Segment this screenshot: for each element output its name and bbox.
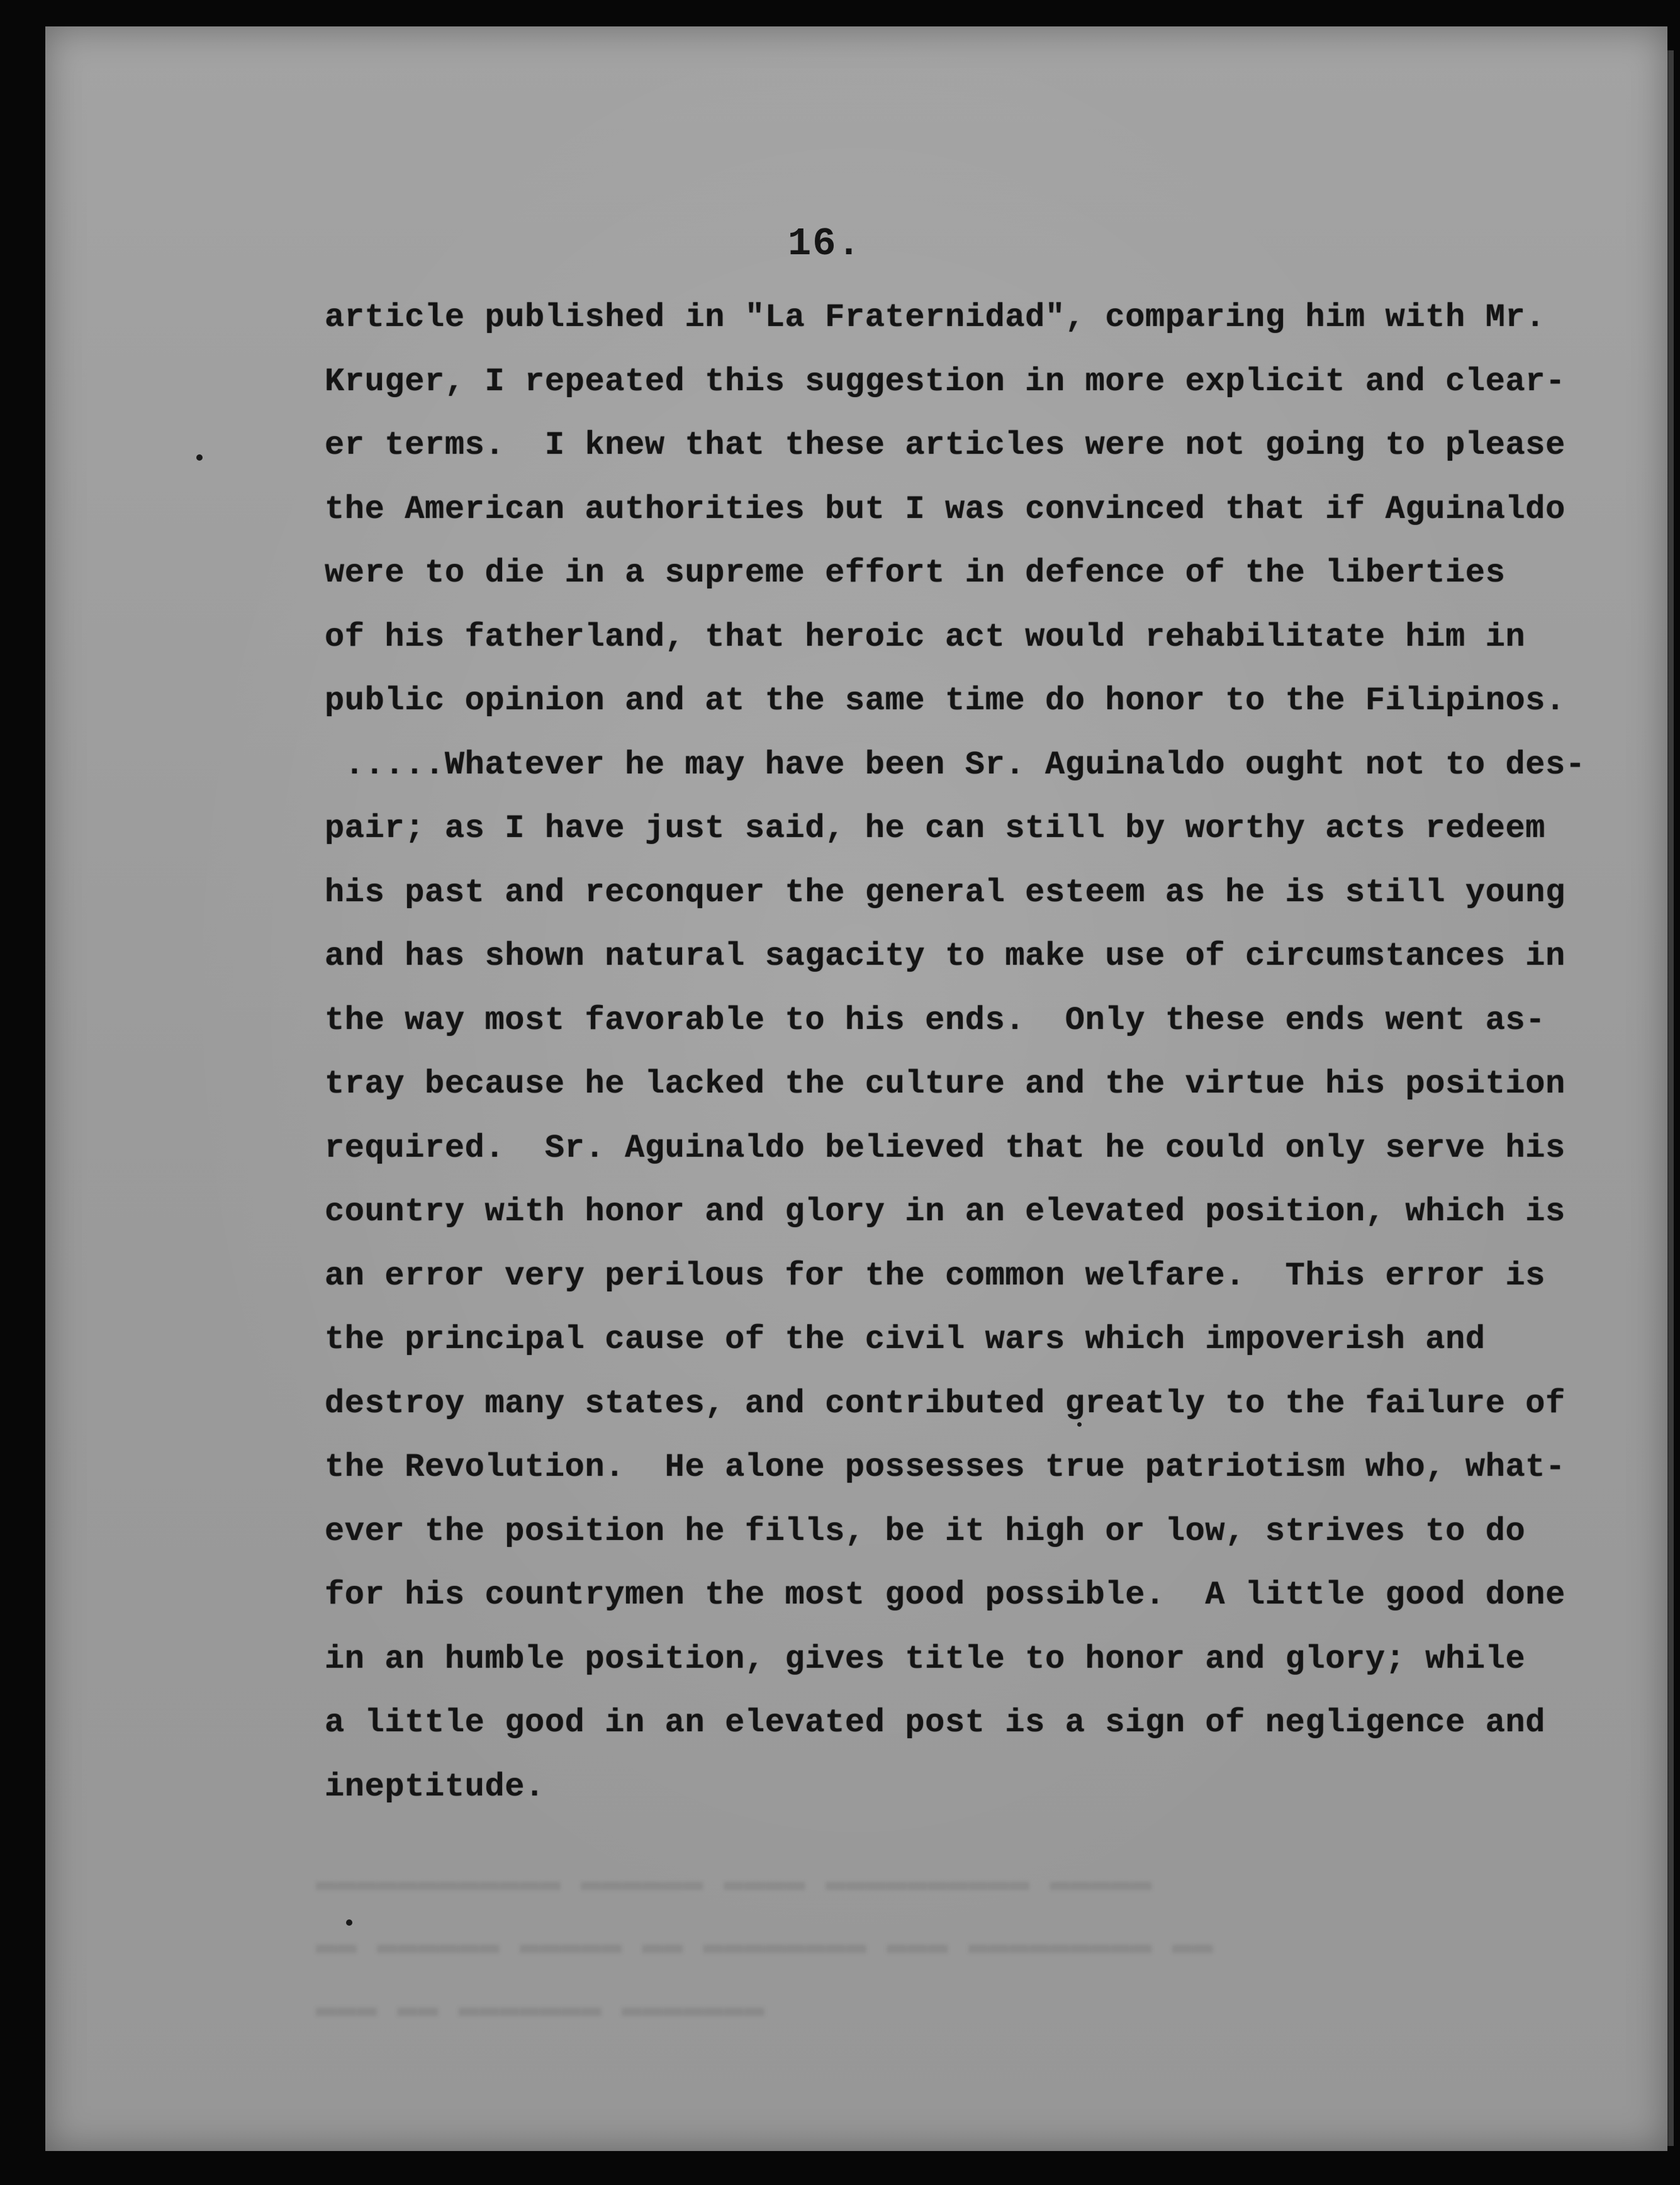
text-line: country with honor and glory in an elevated position, which is xyxy=(325,1193,1565,1230)
text-line: a little good in an elevated post is a sign of negligence and xyxy=(325,1704,1546,1741)
page-number: 16. xyxy=(788,222,862,266)
typewritten-page xyxy=(45,26,1667,2151)
text-line: tray because he lacked the culture and the virtue his position xyxy=(325,1065,1565,1103)
text-line: required. Sr. Aguinaldo believed that he could only serve his xyxy=(325,1129,1565,1167)
text-line: pair; as I have just said, he can still by worthy acts redeem xyxy=(325,810,1546,847)
text-line: in an humble position, gives title to honor and glory; while xyxy=(325,1640,1526,1678)
text-line: his past and reconquer the general esteem as he is still young xyxy=(325,873,1565,911)
bleed-through-text: ▬▬▬▬▬▬▬▬▬▬▬▬ ▬▬▬▬▬▬ ▬▬▬▬ ▬▬▬▬▬▬▬▬▬▬ ▬▬▬▬▬ ▬▬ ▬▬▬▬▬▬ ▬▬▬▬▬ ▬▬ ▬▬▬▬▬▬▬▬ ▬▬▬ ▬▬▬▬▬▬▬▬▬ ▬▬ ▬▬▬ ▬▬ ▬▬▬▬▬▬▬ ▬▬▬▬▬▬▬ xyxy=(316,1863,1213,2028)
text-line: public opinion and at the same time do honor to the Filipinos. xyxy=(325,682,1565,719)
text-line: Kruger, I repeated this suggestion in more explicit and clear- xyxy=(325,362,1565,400)
text-line: for his countrymen the most good possible. A little good done xyxy=(325,1576,1565,1614)
text-line: ever the position he fills, be it high or low, strives to do xyxy=(325,1512,1526,1550)
text-line: er terms. I knew that these articles were not going to please xyxy=(325,427,1565,464)
text-line: the American authorities but I was convinced that if Aguinaldo xyxy=(325,490,1565,528)
text-line: article published in "La Fraternidad", comparing him with Mr. xyxy=(325,299,1546,336)
text-line: destroy many states, and contributed greatly to the failure of xyxy=(325,1385,1565,1422)
text-line: .....Whatever he may have been Sr. Aguinaldo ought not to des- xyxy=(325,746,1586,784)
text-line: and has shown natural sagacity to make use of circumstances in xyxy=(325,938,1565,975)
text-line: the Revolution. He alone possesses true patriotism who, what- xyxy=(325,1449,1565,1486)
text-line: were to die in a supreme effort in defence of the liberties xyxy=(325,554,1506,592)
text-line: an error very perilous for the common welfare. This error is xyxy=(325,1257,1546,1295)
text-line: of his fatherland, that heroic act would rehabilitate him in xyxy=(325,618,1526,656)
ink-speck xyxy=(1077,1422,1082,1427)
body-text xyxy=(325,286,1586,1819)
text-line: the principal cause of the civil wars which impoverish and xyxy=(325,1321,1486,1358)
text-line: the way most favorable to his ends. Only these ends went as- xyxy=(325,1001,1546,1039)
ink-speck xyxy=(346,1919,352,1926)
text-line: ineptitude. xyxy=(325,1768,545,1806)
ink-speck xyxy=(196,454,203,461)
